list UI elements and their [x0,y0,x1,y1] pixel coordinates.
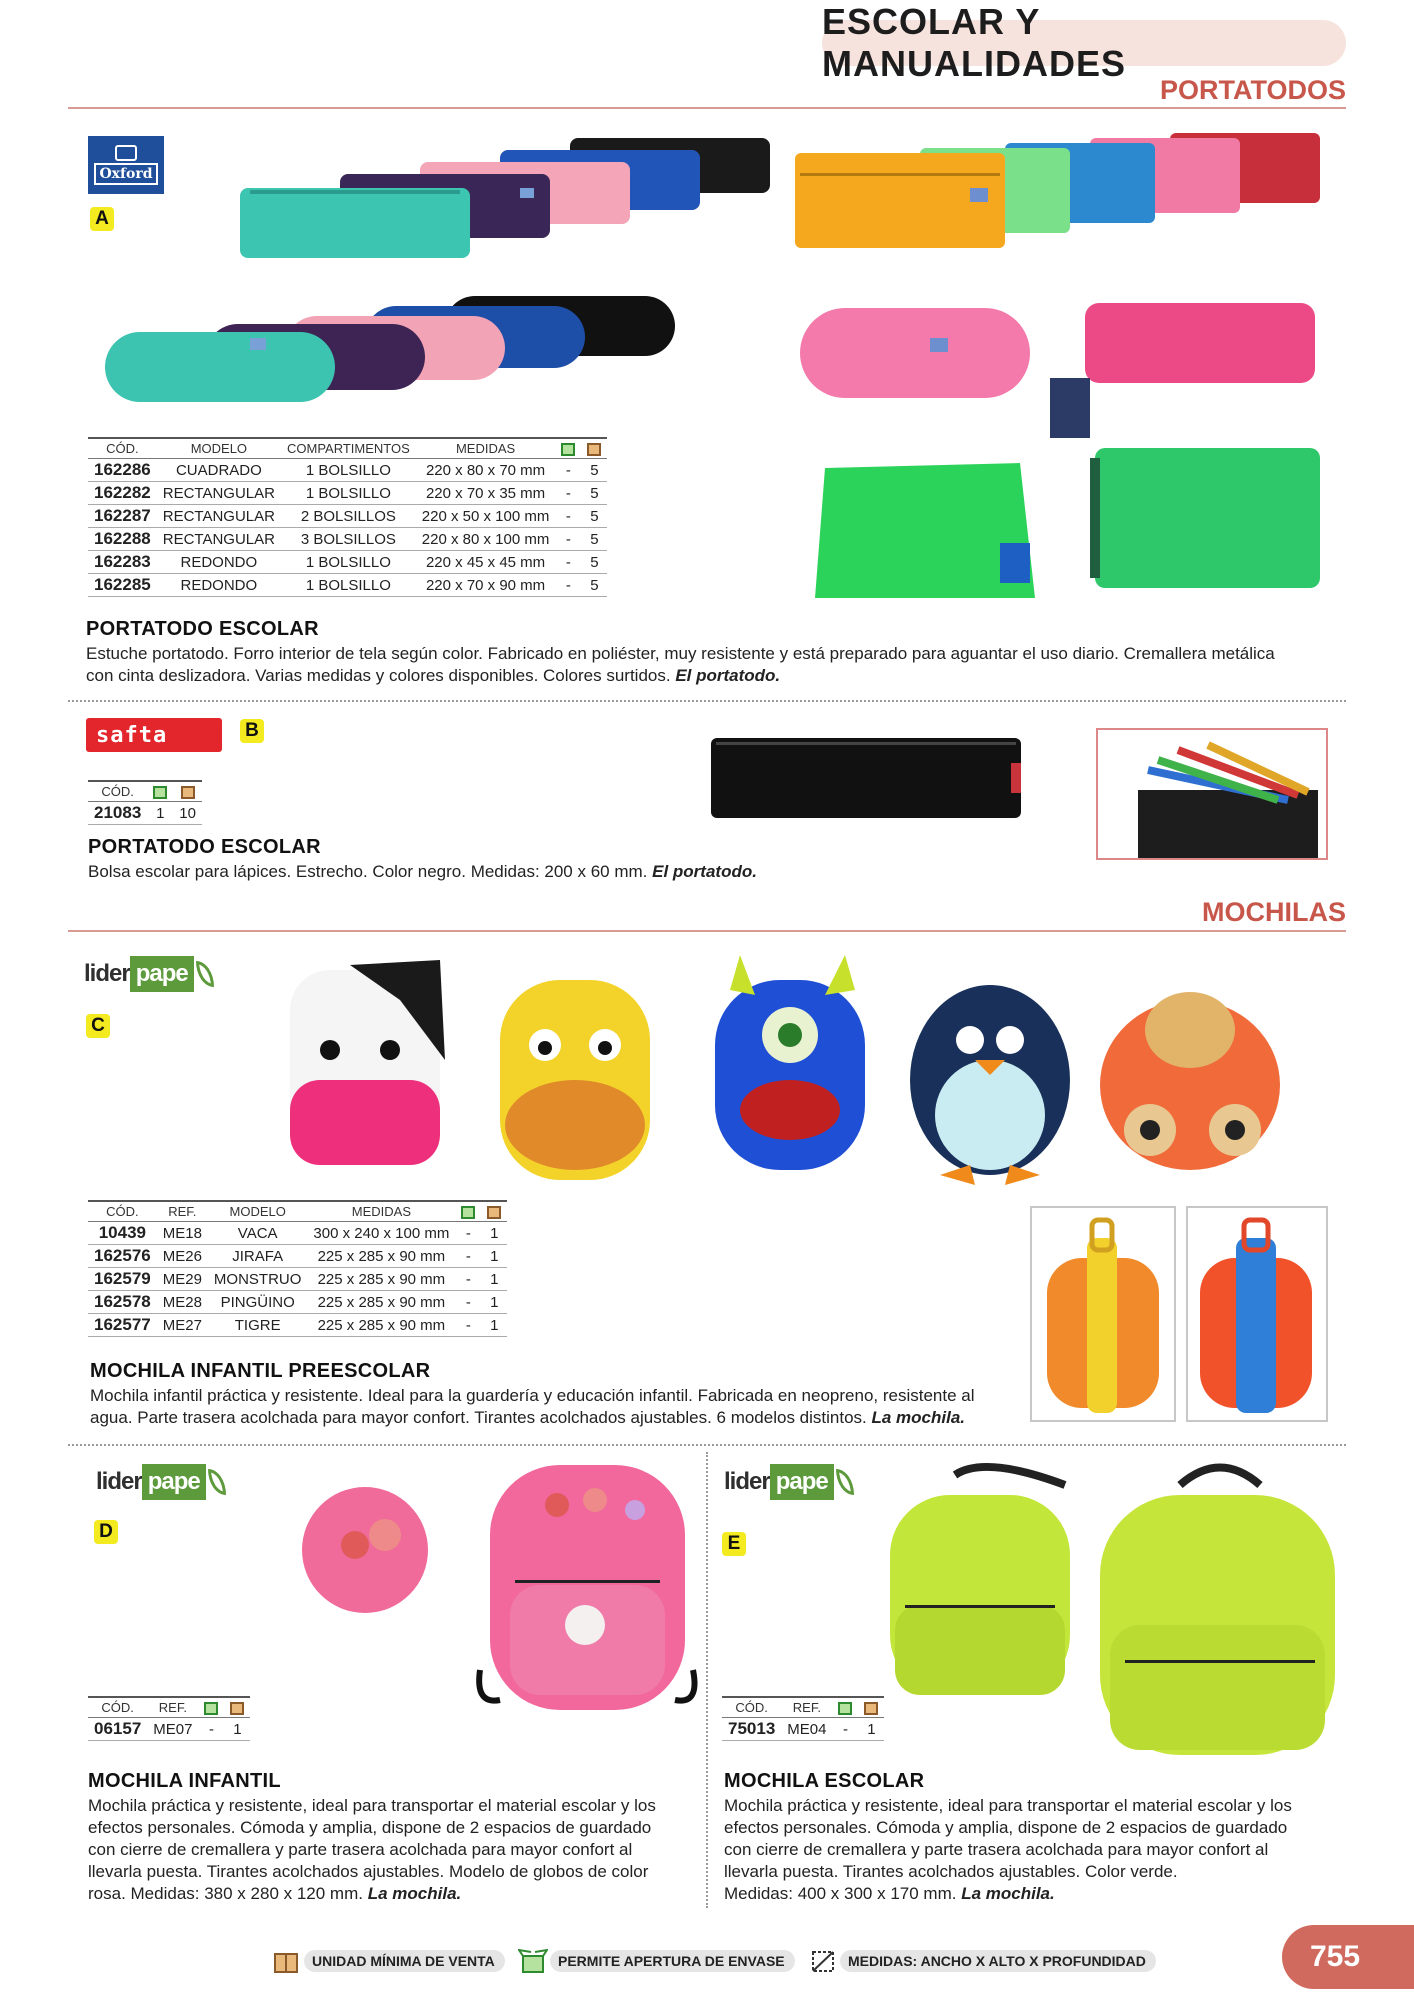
table-row: 162285 REDONDO 1 BOLSILLO 220 x 70 x 90 mm - 5 [88,574,607,597]
back-view-frame-2 [1186,1206,1328,1422]
table-row: 162576 ME26 JIRAFA 225 x 285 x 90 mm - 1 [88,1245,507,1268]
col-medidas: MEDIDAS [307,1201,455,1222]
pencil-cases-colors-illustration [790,128,1350,618]
product-badge-e: E [722,1532,746,1556]
product-desc-c: Mochila infantil práctica y resistente. Ideal para la guardería y educación infantil. Fabricada en neopreno, resistente al agua. Parte trasera acolchada para mayor confort. Tirantes acolchados ajustables. 6 modelos distintos. La mochila. [90,1386,975,1427]
giraffe-back-illustration [1032,1208,1174,1420]
col-compartimentos: COMPARTIMENTOS [281,438,416,459]
col-ref: REF. [781,1697,832,1718]
spec-table-a [88,437,607,597]
min-unit-icon [173,781,202,802]
spec-table-b [88,780,202,825]
table-row: 21083 1 10 [88,802,202,825]
section-rule [68,107,1346,109]
oxford-logo: Oxford [88,136,164,194]
product-badge-b: B [240,719,264,743]
col-ref: REF. [147,1697,198,1718]
open-pack-icon [147,781,173,802]
open-pack-icon [832,1697,858,1718]
product-badge-d: D [94,1520,118,1544]
table-row: 162283 REDONDO 1 BOLSILLO 220 x 45 x 45 mm - 5 [88,551,607,574]
legend-min-unit: UNIDAD MÍNIMA DE VENTA [272,1948,505,1974]
col-cod: CÓD. [88,1201,157,1222]
open-box-icon [518,1948,548,1974]
liderpapel-logo: lider pape [96,1458,226,1506]
box-icon [272,1948,302,1974]
product-title-a: PORTATODO ESCOLAR [86,618,319,640]
col-ref: REF. [157,1201,208,1222]
liderpapel-logo: lider pape [84,950,214,998]
table-row: 10439 ME18 VACA 300 x 240 x 100 mm - 1 [88,1222,507,1245]
open-pack-icon [455,1201,481,1222]
product-badge-a: A [90,207,114,231]
min-unit-icon [581,438,607,459]
black-pencil-case-illustration [706,728,1036,828]
table-row: 162287 RECTANGULAR 2 BOLSILLOS 220 x 50 x 100 mm - 5 [88,505,607,528]
product-desc-a: Estuche portatodo. Forro interior de tela según color. Fabricado en poliéster, muy resistente y está preparado para aguantar el uso diario. Cremallera metálica con cinta deslizadora. Varias medidas y colores disponibles. Colores surtidos. El portatodo. [86,644,1275,685]
col-modelo: MODELO [208,1201,308,1222]
table-row: 162288 RECTANGULAR 3 BOLSILLOS 220 x 80 x 100 mm - 5 [88,528,607,551]
product-title-b: PORTATODO ESCOLAR [88,836,321,858]
col-cod: CÓD. [88,781,147,802]
section-rule [68,930,1346,932]
table-row: 162286 CUADRADO 1 BOLSILLO 220 x 80 x 70 mm - 5 [88,459,607,482]
separator [68,1444,1346,1446]
col-modelo: MODELO [157,438,281,459]
table-row: 162577 ME27 TIGRE 225 x 285 x 90 mm - 1 [88,1314,507,1337]
spec-table-d [88,1696,250,1741]
product-desc-b: Bolsa escolar para lápices. Estrecho. Color negro. Medidas: 200 x 60 mm. El portatodo. [88,862,757,881]
liderpapel-logo: lider pape [724,1458,854,1506]
spec-table-c [88,1200,507,1337]
product-desc-d: Mochila práctica y resistente, ideal para transportar el material escolar y los efectos personales. Cómoda y amplia, dispone de 2 espacios de guardado con cierre de cremallera y parte trasera acolchada para mayor confort al llevarla puesta. Tirantes acolchados ajustables. Modelo de globos de color rosa. Medidas: 380 x 280 x 120 mm. La mochila. [88,1796,656,1903]
table-row: 75013 ME04 - 1 [722,1718,884,1741]
separator [68,700,1346,702]
min-unit-icon [481,1201,507,1222]
product-title-e: MOCHILA ESCOLAR [724,1770,925,1792]
legend-dimensions: MEDIDAS: ANCHO X ALTO X PROFUNDIDAD [808,1948,1156,1974]
product-desc-e: Mochila práctica y resistente, ideal para transportar el material escolar y los efectos personales. Cómoda y amplia, dispone de 2 espacios de guardado con cierre de cremallera y parte trasera acolchada para mayor confort al llevarla puesta. Tirantes acolchados ajustables. Color verde. Medidas: 400 x 300 x 170 mm. La mochila. [724,1796,1292,1903]
col-cod: CÓD. [722,1697,781,1718]
min-unit-icon [224,1697,250,1718]
green-backpacks-illustration [875,1455,1345,1760]
page-number: 755 [1282,1925,1414,1989]
legend-open-pack: PERMITE APERTURA DE ENVASE [518,1948,795,1974]
open-pack-icon [555,438,581,459]
back-view-frame-1 [1030,1206,1176,1422]
section-title-portatodos: PORTATODOS [1159,75,1346,105]
col-cod: CÓD. [88,1697,147,1718]
table-row: 162579 ME29 MONSTRUO 225 x 285 x 90 mm - 1 [88,1268,507,1291]
product-title-d: MOCHILA INFANTIL [88,1770,281,1792]
page-category-title: ESCOLAR Y MANUALIDADES [822,1,1126,84]
product-title-c: MOCHILA INFANTIL PREESCOLAR [90,1360,431,1382]
table-row: 162578 ME28 PINGÜINO 225 x 285 x 90 mm - 1 [88,1291,507,1314]
pencil-cases-oxford-illustration [100,128,780,418]
column-separator [706,1452,708,1908]
col-cod: CÓD. [88,438,157,459]
section-title-mochilas: MOCHILAS [1202,897,1346,927]
min-unit-icon [858,1697,884,1718]
monster-back-illustration [1188,1208,1326,1420]
header-banner [822,1,1346,84]
preschool-backpacks-illustration [260,940,1320,1190]
balloon-backpack-illustration [295,1455,705,1720]
open-pack-icon [198,1697,224,1718]
detail-frame-b [1096,728,1328,860]
col-medidas: MEDIDAS [416,438,556,459]
pencils-detail-illustration [1098,730,1326,858]
spec-table-e [722,1696,884,1741]
safta-logo: safta [86,718,222,752]
table-row: 06157 ME07 - 1 [88,1718,250,1741]
dimensions-icon [808,1948,838,1974]
table-row: 162282 RECTANGULAR 1 BOLSILLO 220 x 70 x 35 mm - 5 [88,482,607,505]
product-badge-c: C [86,1014,110,1038]
